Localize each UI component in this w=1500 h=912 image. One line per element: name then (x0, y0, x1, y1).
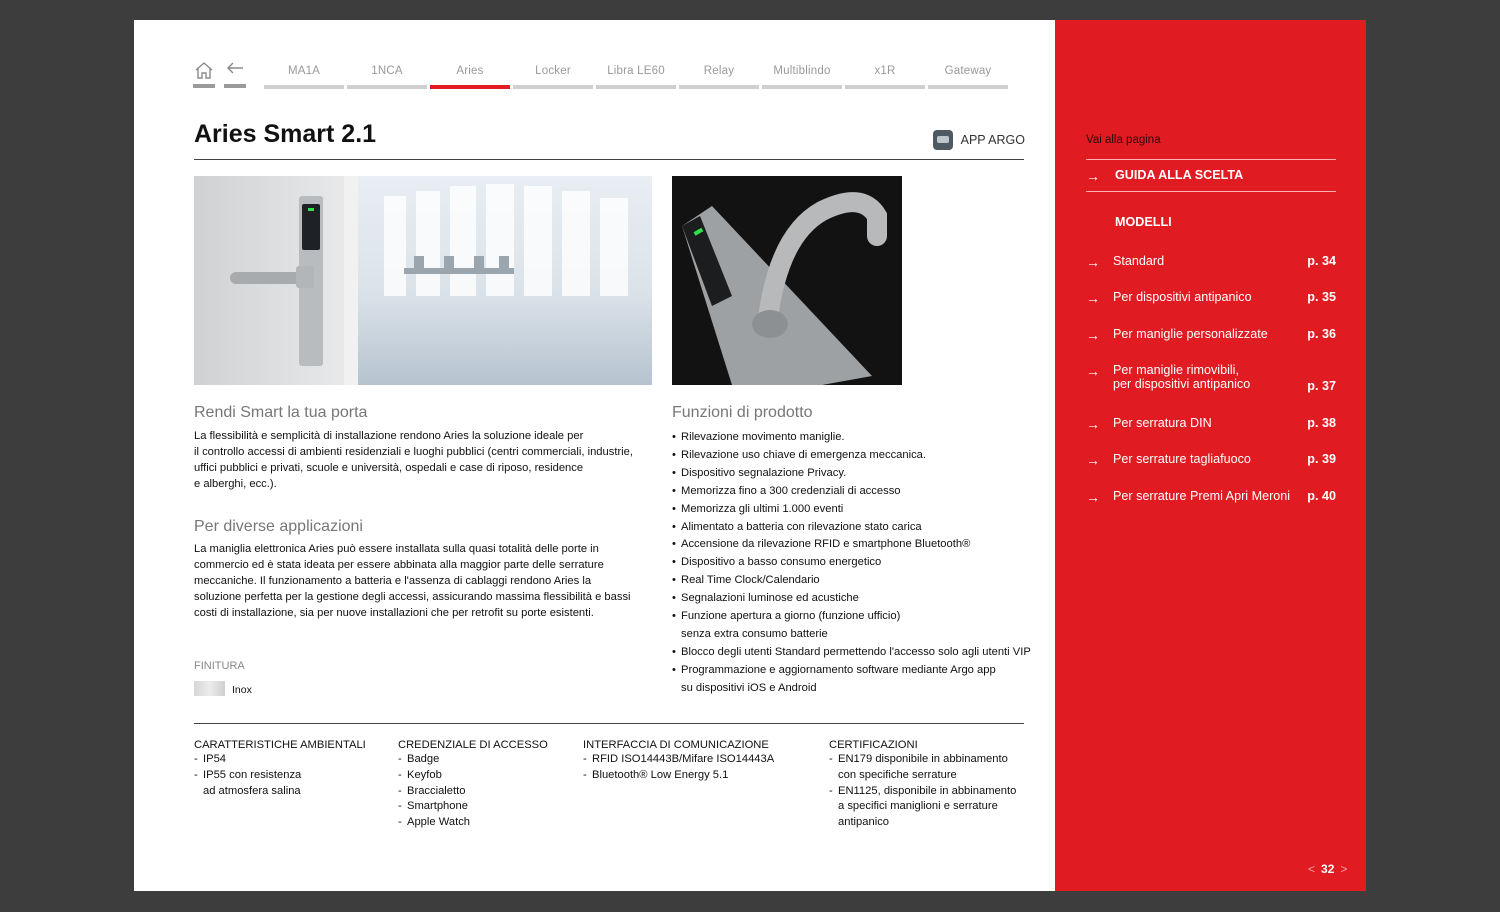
spec-text: antipanico (838, 816, 890, 829)
spec-title: INTERFACCIA DI COMUNICAZIONE (583, 739, 769, 751)
arrow-right-icon: → (1086, 254, 1100, 270)
tab-gateway[interactable]: Gateway (928, 65, 1008, 89)
tab-relay[interactable]: Relay (679, 65, 759, 89)
spec-list (194, 752, 384, 799)
tab-multiblindo[interactable]: Multiblindo (762, 65, 842, 89)
argo-app-icon (933, 130, 953, 150)
model-link-page: p. 35 (1307, 290, 1336, 304)
spec-item (194, 768, 384, 800)
feature-item (672, 608, 1032, 644)
brochure-page (134, 20, 1055, 891)
models-heading: MODELLI (1115, 215, 1172, 229)
feature-item (672, 572, 1032, 590)
section-text-smart (194, 429, 644, 493)
tab-locker[interactable]: Locker (513, 65, 593, 89)
goto-page-label: Vai alla pagina (1086, 134, 1161, 146)
section-text-applications (194, 542, 644, 622)
spec-item (398, 784, 568, 800)
spec-text: - Smartphone (407, 800, 468, 813)
spec-item (398, 768, 568, 784)
model-link-page: p. 39 (1307, 452, 1336, 466)
tab-aries[interactable]: Aries (430, 65, 510, 89)
arrow-right-icon: → (1086, 327, 1100, 343)
model-link-label (1113, 489, 1290, 503)
model-link-text: Per maniglie rimovibili, (1113, 363, 1239, 377)
model-link-text: Per dispositivi antipanico (1113, 290, 1252, 304)
page-title: Aries Smart 2.1 (194, 120, 377, 148)
prev-page-icon[interactable]: < (1308, 862, 1316, 876)
feature-text: • Dispositivo segnalazione Privacy. (681, 466, 847, 479)
app-argo-badge[interactable] (933, 130, 1025, 150)
paragraph-line: La flessibilità e semplicità di installazione rendono Aries la soluzione ideale per (194, 430, 584, 442)
sidebar-divider (1086, 159, 1336, 160)
model-link-text: Per serrature Premi Apri Meroni (1113, 489, 1291, 503)
arrow-right-icon: → (1086, 452, 1100, 468)
model-link-page: p. 40 (1307, 489, 1336, 503)
finish-label: Inox (232, 684, 252, 696)
model-link-label (1113, 452, 1251, 466)
model-link-label (1113, 254, 1164, 268)
feature-text: • Programmazione e aggiornamento software mediante Argo app (681, 663, 996, 676)
paragraph-line: e alberghi, ecc.). (194, 477, 277, 490)
spec-item (398, 799, 568, 815)
spec-text: - IP55 con resistenza (203, 768, 302, 781)
spec-item (194, 752, 384, 768)
finish-title: FINITURA (194, 660, 245, 672)
feature-text: • Alimentato a batteria con rilevazione stato carica (681, 520, 922, 533)
feature-text: • Real Time Clock/Calendario (681, 574, 820, 587)
model-link-label (1113, 327, 1268, 341)
arrow-right-icon: → (1086, 489, 1100, 505)
spec-item (583, 752, 803, 768)
feature-item (672, 519, 1032, 537)
paragraph-line: il controllo accessi di ambienti residenziali e luoghi pubblici (centri commerciali, industrie, (194, 445, 633, 458)
sidebar-divider (1086, 191, 1336, 192)
model-link-text: Per serrature tagliafuoco (1113, 452, 1251, 466)
model-link-text: Per maniglie personalizzate (1113, 327, 1268, 341)
feature-item (672, 429, 1032, 447)
paragraph-line: La maniglia elettronica Aries può essere installata sulla quasi totalità delle porte in (194, 543, 599, 555)
model-link-label (1113, 416, 1212, 430)
spec-text: - Bluetooth® Low Energy 5.1 (592, 768, 729, 781)
model-link-page: p. 36 (1307, 327, 1336, 341)
arrow-right-icon: → (1086, 290, 1100, 306)
model-link-page: p. 38 (1307, 416, 1336, 430)
feature-item (672, 662, 1032, 698)
handle-closeup-photo (672, 176, 902, 385)
paragraph-line: commercio ed è stata ideata per essere abbinata alla maggior parte delle serrature (194, 558, 604, 571)
spec-credentials (398, 739, 568, 831)
spec-text: ad atmosfera salina (203, 784, 301, 797)
specs-divider (194, 723, 1024, 724)
model-link-text: Per serratura DIN (1113, 416, 1212, 430)
app-argo-label: APP ARGO (960, 133, 1025, 147)
tab-1nca[interactable]: 1NCA (347, 65, 427, 89)
feature-item (672, 536, 1032, 554)
feature-text: • Segnalazioni luminose ed acustiche (681, 592, 859, 605)
feature-item (672, 501, 1032, 519)
title-divider (194, 159, 1024, 160)
feature-text: • Rilevazione movimento maniglie. (681, 431, 845, 443)
spec-text: a specifici maniglioni e serrature (838, 800, 998, 813)
arrow-right-icon: → (1086, 416, 1100, 432)
navigation-sidebar (1055, 20, 1366, 891)
spec-item (583, 768, 803, 784)
spec-text: - Braccialetto (407, 784, 466, 797)
feature-text: senza extra consumo batterie (681, 627, 828, 640)
feature-item (672, 465, 1032, 483)
product-tabs (264, 65, 1010, 89)
spec-text: - EN179 disponibile in abbinamento (838, 753, 1008, 765)
spec-title: CERTIFICAZIONI (829, 739, 918, 751)
arrow-right-icon: → (1086, 363, 1100, 379)
feature-item (672, 447, 1032, 465)
spec-list (583, 752, 803, 784)
model-link-text: Standard (1113, 254, 1165, 268)
paragraph-line: costi di installazione, sia per nuove installazioni che per retrofit su porte esistenti. (194, 606, 594, 619)
spec-title: CREDENZIALE DI ACCESSO (398, 739, 548, 751)
feature-item (672, 483, 1032, 501)
spec-item (398, 815, 568, 831)
paragraph-line: uffici pubblici e privati, scuole e università, ospedali e case di riposo, residence (194, 461, 584, 474)
feature-text: • Funzione apertura a giorno (funzione ufficio) (681, 610, 901, 623)
model-link-page: p. 37 (1307, 379, 1336, 393)
feature-text: • Dispositivo a basso consumo energetico (681, 556, 882, 569)
tab-libra-le60[interactable]: Libra LE60 (596, 65, 676, 89)
next-page-icon[interactable]: > (1340, 862, 1348, 876)
feature-text: su dispositivi iOS e Android (681, 681, 817, 694)
spec-text: - Badge (407, 753, 440, 765)
feature-text: • Memorizza gli ultimi 1.000 eventi (681, 502, 844, 515)
page-pager (1308, 862, 1347, 876)
guide-link-label: GUIDA ALLA SCELTA (1115, 168, 1244, 182)
feature-text: • Blocco degli utenti Standard permettendo l'accesso solo agli utenti VIP (681, 645, 1031, 658)
feature-text: • Accensione da rilevazione RFID e smartphone Bluetooth® (681, 538, 971, 551)
feature-text: • Rilevazione uso chiave di emergenza meccanica. (681, 448, 927, 461)
arrow-right-icon: → (1086, 168, 1100, 184)
feature-item (672, 644, 1032, 662)
spec-item (829, 752, 1029, 784)
spec-certifications (829, 739, 1029, 831)
features-list (672, 429, 1032, 698)
feature-item (672, 554, 1032, 572)
feature-text: • Memorizza fino a 300 credenziali di accesso (681, 484, 901, 497)
paragraph-line: meccaniche. Il funzionamento a batteria e l'assenza di cablaggi rendono Aries la (194, 574, 592, 587)
model-link-page: p. 34 (1307, 254, 1336, 268)
spec-item (398, 752, 568, 768)
spec-item (829, 784, 1029, 831)
spec-text: - Keyfob (407, 768, 442, 781)
spec-environmental (194, 739, 384, 799)
feature-item (672, 590, 1032, 608)
tab-ma1a[interactable]: MA1A (264, 65, 344, 89)
spec-title: CARATTERISTICHE AMBIENTALI (194, 739, 366, 751)
paragraph-line: soluzione perfetta per la gestione degli accessi, assicurando massima flessibilità e bassi (194, 590, 631, 603)
spec-interface (583, 739, 803, 784)
spec-text: - EN1125, disponibile in abbinamento (838, 784, 1017, 797)
home-icon[interactable] (193, 60, 215, 88)
section-title-applications: Per diverse applicazioni (194, 518, 363, 535)
office-door-photo (194, 176, 652, 385)
page-number: 32 (1321, 862, 1335, 876)
spec-text: - IP54 (203, 753, 227, 765)
back-arrow-icon[interactable] (224, 60, 246, 88)
spec-list (829, 752, 1029, 831)
model-link-label (1113, 290, 1252, 304)
tab-x1r[interactable]: x1R (845, 65, 925, 89)
finish-swatch-inox (194, 681, 225, 696)
section-title-smart: Rendi Smart la tua porta (194, 404, 368, 421)
model-link-label (1113, 363, 1250, 391)
spec-text: con specifiche serrature (838, 768, 957, 781)
spec-text: - Apple Watch (407, 816, 471, 829)
section-title-features: Funzioni di prodotto (672, 404, 813, 421)
spec-list (398, 752, 568, 831)
model-link-text: per dispositivi antipanico (1113, 377, 1251, 391)
spec-text: - RFID ISO14443B/Mifare ISO14443A (592, 753, 775, 765)
